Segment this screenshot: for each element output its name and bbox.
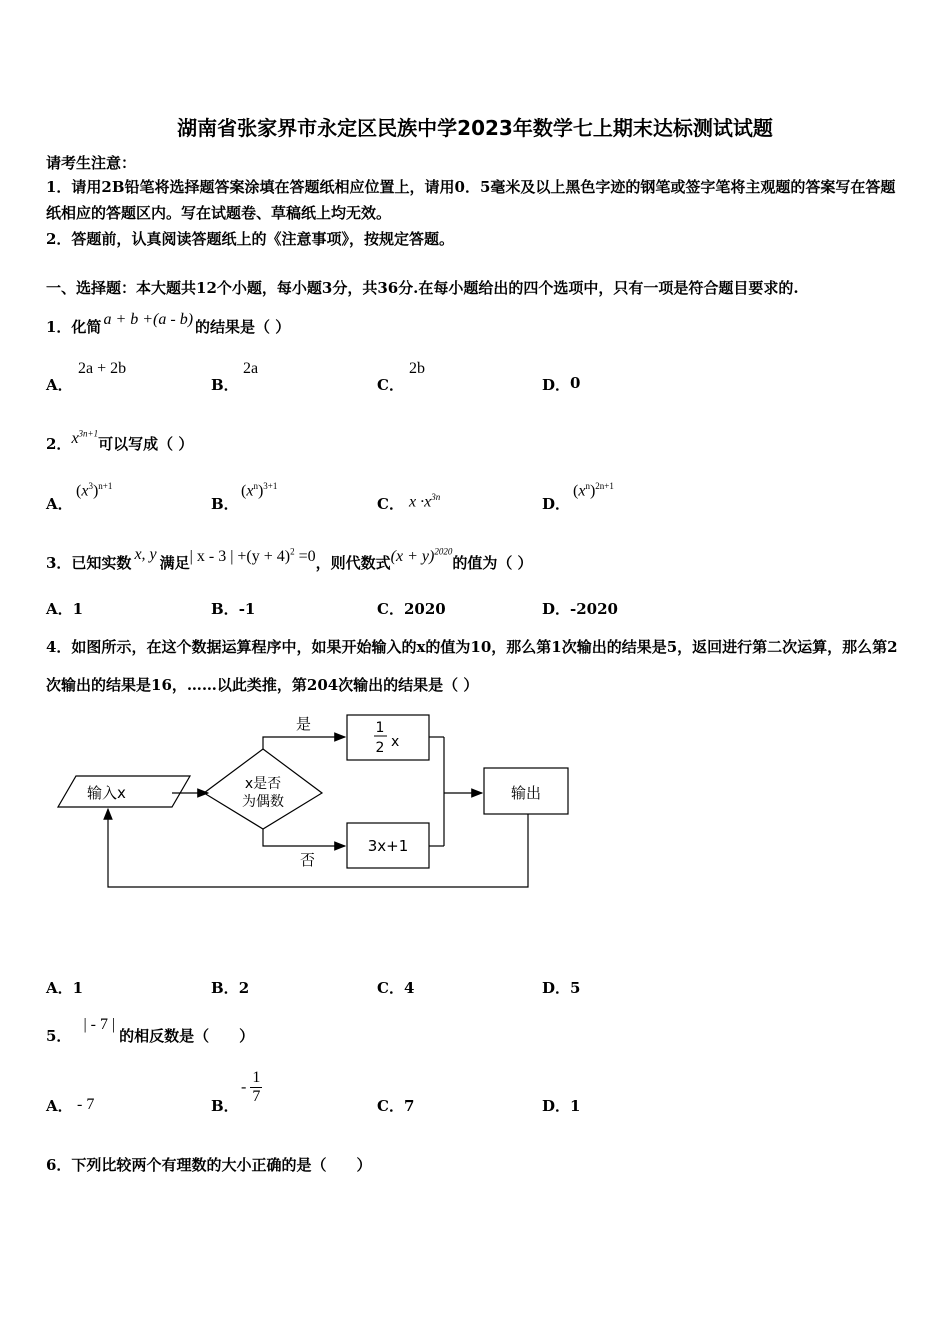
notice-item-2: 2．答题前，认真阅读答题纸上的《注意事项》，按规定答题。	[46, 230, 454, 248]
q5-option-d: D．1	[542, 1097, 581, 1115]
q3-condition: | x - 3 | $+(y + 4)^2 =0$	[189, 546, 316, 565]
q4-option-c: C．4	[377, 979, 415, 997]
q2-option-d-label: D．	[542, 495, 571, 513]
frac-var: x	[391, 734, 400, 750]
yes-label: 是	[296, 715, 312, 733]
q5-option-c: C．7	[377, 1097, 415, 1115]
decision-line-2: 为偶数	[242, 794, 284, 810]
odd-label: 3x+1	[367, 837, 409, 855]
notice-item-1: 1．请用2B铅笔将选择题答案涂填在答题纸相应位置上，请用0．5毫米及以上黑色字迹的钢笔或签字笔将主观题的答案写在答题纸相应的答题区内。写在试题卷、草稿纸上均无效。	[46, 178, 896, 222]
q5-expression: | - 7 |	[83, 1016, 116, 1033]
q2-option-c-label: C．	[377, 495, 404, 513]
flowchart	[50, 705, 590, 895]
q3-option-a: A．1	[46, 600, 84, 618]
q1-option-b-label: B．	[211, 376, 239, 394]
q3-expression: $(x + y)^{2020}$	[390, 546, 453, 565]
q1-expression: a + b +(a - b)	[103, 311, 194, 328]
q1-option-d-label: D．	[542, 376, 571, 394]
q1-option-c: 2b	[409, 360, 425, 377]
q2-option-a: $(x^3)^{n+1}$	[76, 481, 113, 500]
q1-option-c-label: C．	[377, 376, 404, 394]
q1-option-a: 2a + 2b	[78, 360, 127, 377]
decision-line-1: x是否	[244, 776, 282, 792]
q2-option-d: $(x^n)^{2n+1}$	[573, 481, 614, 500]
question-4: 4．如图所示，在这个数据运算程序中，如果开始输入的x的值为10，那么第1次输出的结果是5，返回进行第二次运算，那么第2次输出的结果是16，……以此类推，第204次输出的结果是（ ）	[46, 638, 898, 694]
q1-option-d: 0	[570, 374, 581, 392]
q3-option-c: C．2020	[377, 600, 446, 618]
q1-option-b: 2a	[243, 360, 259, 377]
q5-option-b: - $\frac{1}{7}$	[241, 1069, 261, 1105]
q2-option-b: $(x^n)^{3+1}$	[241, 481, 278, 500]
output-label: 输出	[510, 784, 542, 802]
half-box	[347, 715, 429, 760]
q4-option-b: B．2	[211, 979, 250, 997]
q5-option-a: - 7	[77, 1096, 95, 1113]
input-label: 输入x	[87, 784, 126, 802]
section-heading: 一、选择题：本大题共12个小题，每小题3分，共36分.在每小题给出的四个选项中，只有一项是符合题目要求的.	[46, 279, 799, 297]
q4-option-d: D．5	[542, 979, 581, 997]
question-6: 6．下列比较两个有理数的大小正确的是（ ）	[46, 1156, 372, 1174]
question-3: 3．已知实数 x, y 满足| x - 3 | $+(y + 4)^2 =0$，则代数式$(x + y)^{2020}$的值为（ ）	[46, 546, 533, 572]
question-2: 2．$x^{3n+1}$可以写成（ ）	[46, 428, 194, 453]
q3-option-b: B．-1	[211, 600, 256, 618]
question-5: 5．| - 7 |的相反数是（ ）	[46, 1016, 255, 1045]
q3-option-d: D．-2020	[542, 600, 618, 618]
frac-num: 1	[375, 720, 385, 736]
q5-option-a-label: A．	[46, 1097, 73, 1115]
page-title: 湖南省张家界市永定区民族中学2023年数学七上期末达标测试试题	[177, 116, 773, 140]
q1-option-a-label: A．	[46, 376, 73, 394]
no-label: 否	[300, 851, 316, 869]
frac-den: 2	[375, 740, 385, 756]
notice-heading: 请考生注意：	[46, 154, 137, 172]
q2-option-a-label: A．	[46, 495, 73, 513]
q2-option-c: $x \cdot x^{3n}$	[409, 492, 441, 511]
q2-option-b-label: B．	[211, 495, 239, 513]
q4-option-a: A．1	[46, 979, 84, 997]
q5-option-b-label: B．	[211, 1097, 239, 1115]
question-1: 1．化简 a + b +(a - b) 的结果是（ ）	[46, 311, 291, 336]
